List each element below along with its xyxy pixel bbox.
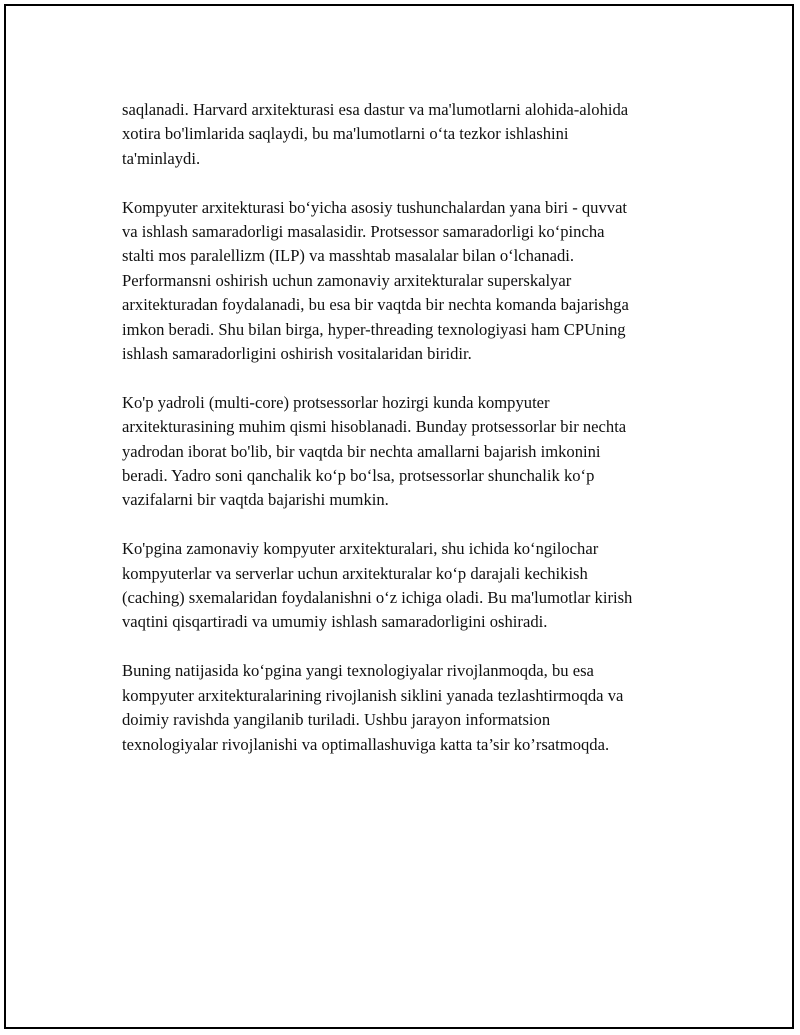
paragraph-multicore: Ko'p yadroli (multi-core) protsessorlar hozirgi kunda kompyuter arxitekturasining muhim qismi hisoblanadi. Bunday protsessorlar bir nechta yadrodan iborat bo'lib, bir vaqtda bir nechta amallarni bajarish imkonini beradi. Yadro soni qanchalik ko‘p bo‘lsa, protsessorlar shunchalik ko‘p vazifalarni bir vaqtda bajarishi mumkin.	[122, 392, 627, 510]
page-frame	[4, 4, 794, 1029]
paragraph-conclusion: Buning natijasida ko‘pgina yangi texnologiyalar rivojlanmoqda, bu esa kompyuter arxitekturalarining rivojlanish siklini yanada tezlashtirmoqda va doimiy ravishda yangilanib turiladi. Ushbu jarayon informatsion texnologiyalar rivojlanishi va optimallashuviga katta ta’sir ko’rsatmoqda.	[122, 661, 624, 754]
paragraph-performance: Kompyuter arxitekturasi bo‘yicha asosiy tushunchalardan yana biri - quvvat va ishlash samaradorligi masalasidir. Protsessor samaradorligi ko‘pincha stalti mos paralellizm (ILP) va masshtab masalalar bilan o‘lchanadi. Performansni oshirish uchun zamonaviy arxitekturalar superskalyar arxitekturadan foydalanadi, bu esa bir vaqtda bir nechta komanda bajarishga imkon beradi. Shu bilan birga, hyper-threading texnologiyasi ham CPUning ishlash samaradorligini oshirish vositalaridan biridir.	[122, 197, 629, 364]
paragraph-harvard: saqlanadi. Harvard arxitekturasi esa dastur va ma'lumotlarni alohida-alohida xotira bo'limlarida saqlaydi, bu ma'lumotlarni o‘ta tezkor ishlashini ta'minlaydi.	[122, 100, 629, 168]
paragraph-caching: Ko'pgina zamonaviy kompyuter arxitekturalari, shu ichida ko‘ngilochar kompyuterlar va serverlar uchun arxitekturalar ko‘p darajali kechikish (caching) sxemalaridan foydalanishni o‘z ichiga oladi. Bu ma'lumotlar kirish vaqtini qisqartiradi va umumiy ishlash samaradorligini oshiradi.	[122, 539, 633, 632]
document-body	[122, 98, 702, 781]
